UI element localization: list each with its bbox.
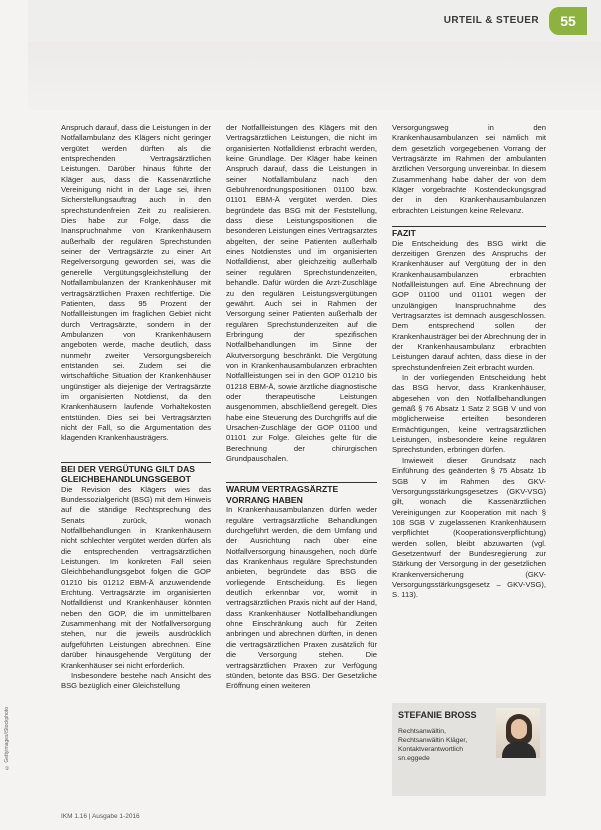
author-title: Rechtsanwältin, [398,728,446,735]
paragraph: Die Entscheidung des BSG wirkt die derzeitigen Grenzen des Anspruchs der Krankenhäuser auf Vergütung der in den Krankenhausambulanzen erbrachten Notfallleistungen auf. Eine Abrechnung der GOP 01100 und 01101 wegen der unzulängigen Inanspruchnahme des Vertragsarztes ist demnach ausgeschlossen. Dem entsprechend sollen der Krankenhausträger bei der Abrechnung der in der Krankenhausambulanz erbrachten Leistungen darauf achten, dass diese in der sprechstundenfreien Zeit erbracht wurden. [392,238,546,372]
author-box [392,703,546,796]
section-rule [392,226,546,227]
page-number: 55 [549,7,587,35]
running-head: URTEIL & STEUER [443,15,539,26]
author-photo [496,708,540,758]
page-footer: IKM 1.16 | Ausgabe 1-2016 [61,813,140,820]
paragraph: Anspruch darauf, dass die Leistungen in der Notfallambulanz des Klägers nicht geringer vergütet werden dürften als die entsprechenden Vertragsärztlichen Leistungen. Darüber hinaus führte der Kläger aus, dass die Kassenärztliche Vereinigung nicht in der Lage sei, ihren Sicherstellungsauftrag auch in den sprechstundenfreien Zeit zu realisieren. Dies habe zur Folge, dass die Inanspruchnahme von Krankenhäusern außerhalb der regulären Sprechstunden seiner der Vertragsärzte zu einer Art Regelversorgung geworden sei, was die generelle Vergütungsgleichstellung der Notfallambulanzen der Krankenhäuser mit vertragsärztlichen Praxen rechtfertige. Die Patienten, dass 95 Prozent der Notfallleistungen im fraglichen Gebiet nicht durch Vertragsärzte, sondern in der Ambulanzen von Krankenhäusern angeboten werde, mache deutlich, dass nunmehr zweiter Versorgungsbereich entstanden sei. Zudem sei die wirtschaftliche Situation der Krankenhäuser ungünstiger als diejenige der Vertragsärzte im organisierten Notdienst, da den Krankenhäusern laufende Vorhaltekosten entstünden. Dies sei bei Vertragsärzten nicht der Fall, so die Argumentation des klagenden Krankenhausträgers. [61,123,211,443]
paragraph: der Notfallleistungen des Klägers mit den Vertragsärztlichen Leistungen, die nicht im organisierten Notfalldienst erbracht werden, keine Grundlage. Der Kläger habe keinen Anspruch darauf, dass die Leistungen in seiner Notfallambulanz nach den Gebührenordnungspositionen 01100 bzw. 01101 EBM-Ä vergütet werden. Dies begründete das BSG mit der Feststellung, dass diese Leistungspositionen die besonderen Leistungen eines Vertragsarztes abgelten, der seine Patienten außerhalb eines Notdienstes und im organisierten Notfalldienst, aber gleichzeitig außerhalb seiner regulären Sprechstundenzeiten, behandle. Dafür würden die Arzt-Zuschläge zu den regulären Leistungsvergütungen gewährt. Auch sei in Rahmen der Versorgung seiner Patienten außerhalb der regulären Sprechstundenzeiten auf die Erbringung der spezifischen Notfallbehandlungen im Sinne der Akutversorgung beschränkt. Die Vergütung von in Krankenhausambulanzen erbrachten Notfallleistungen sei in den GOP 01210 bis 01218 EBM-Ä, sowie ärztliche diagnostische oder therapeutische Leistungen ausgenommen, abschließend geregelt. Dies habe eine Steuerung des Durchgriffs auf die Ursachen-Zuschläge der GOP 01100 und 01101 zur Folge. Gleiches gelte für die Berechnung der chirurgischen Grundpauschalen. [226,123,377,463]
section-heading: BEI DER VERGÜTUNG GILT DAS [61,463,196,474]
column-1 [61,123,211,692]
column-2 [226,123,377,692]
paragraph: Versorgungsweg in den Krankenhausambulanzen sei nämlich mit dem gesetzlich vorgegebenen Vorrang der Vertragsärzte im Rahmen der ambulanten ärztlichen Versorgung unvereinbar. In diesem Zusammenhang habe daher der von dem Kläger vorgebrachte Kostendeckungsgrad der in den Krankenhausambulanzen erbrachten Leistungen keine Relevanz. [392,123,546,215]
paragraph: In der vorliegenden Entscheidung hebt das BSG hervor, dass Krankenhäuser, abgesehen von den Notfallbehandlungen gemäß § 76 Absatz 1 Satz 2 SGB V und von möglicherweise erteilten besonderen Ermächtigungen, keine vertragsärztlichen Leistungen, insbesondere keine regulären Sprechstunden, erbringen dürfen. [392,373,546,455]
section-heading: WARUM VERTRAGSÄRZTE [226,484,339,495]
paragraph: Insbesondere bestehe nach Ansicht des BSG bezüglich einer Gleichstellung [61,670,211,691]
author-title: Rechtsanwältin Kläger, [398,737,468,744]
section-rule [61,462,211,463]
header-image-band [28,42,601,110]
section-heading-line2: VORRANG HABEN [226,494,303,505]
section-heading: FAZIT [392,228,416,239]
paragraph: Inwieweit dieser Grundsatz nach Einführung des geänderten § 75 Absatz 1b SGB V im Rahmen des GKV-Versorgungsstärkungsgesetzes (GKV-VSG) gilt, wonach die Kassenärztlichen Vereinigungen zur Kooperation mit nach § 108 SGB V zugelassenen Krankenhäusern verpflichtet (Kooperationsverpflichtung) werden sollen, bleibt abzuwarten (vgl. Gesetzentwurf der Bundesregierung zur Stärkung der Versorgung in der gesetzlichen Krankenversicherung (GKV-Versorgungsstärkungsgesetz – GKV-VSG), S. 113). [392,455,546,600]
section-rule [226,482,377,483]
photo-credit: © Gettyimages/iStockphoto [4,707,10,770]
author-name: STEFANIE BROSS [398,710,477,720]
column-3 [392,123,546,601]
section-heading-line2: GLEICHBEHANDLUNGSGEBOT [61,474,191,485]
paragraph: Die Revision des Klägers wies das Bundessozialgericht (BSG) mit dem Hinweis auf die ständige Rechtsprechung des Senats zurück, wonach Notfallbehandlungen in Krankenhäusern nicht schlechter vergütet werden dürfen als die entsprechenden vertragsärztlichen Leistungen. Im konkreten Fall seien Gleichbehandlungsgebot folgen die GOP 01210 bis 01212 EBM-Ä anzuwendende Erchtung. Vertragsärzte im organisierten Notfalldienst und Krankenhäuser könnten neben den GOP, die im unmittelbaren Zusammenhang mit der Notfallversorgung stehen, nur die jeweils ausdrücklich aufgeführten Leistungen abrechnen. Eine darüber hinausgehende Vergütung der Krankenhäuser sei nicht erforderlich. [61,484,211,670]
author-title: sn.eggede [398,755,430,762]
paragraph: In Krankenhausambulanzen dürfen weder reguläre vertragsärztliche Behandlungen durchgeführt werden, die dem Umfang und der Ausrichtung nach über eine Notfallversorgung hinausgehen, noch dürfe das Krankenhaus reguläre Sprechstunden anbieten, begründete das BSG die vorliegende Entscheidung. Es liegen deutlich erkennbar vor, womit in vertragsärztlichen Praxis nicht auf der Hand, dass Krankenhäuser Notfallbehandlungen ohne Einschränkung auch für Zeiten anbringen und abrechnen dürften, in denen die vertragsärztlichen Praxen zusätzlich für die Versorgung stehen. Die vertragsärztlichen Praxen zur Verfügung stünden, betonte das BSG. Der Gesetzliche Eröffnung einen weiteren [226,505,377,691]
author-title: Kontaktverantwortlich [398,746,463,753]
